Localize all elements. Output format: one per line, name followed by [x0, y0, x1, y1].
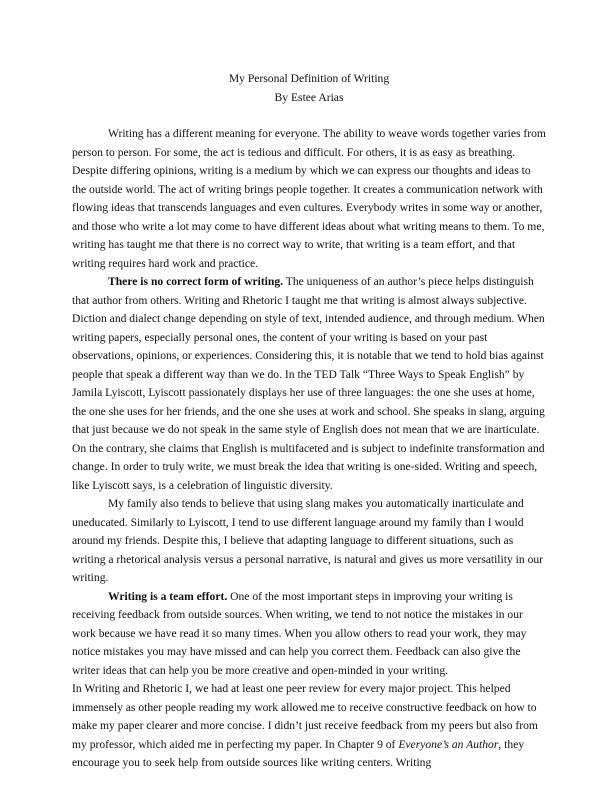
document-page: [72, 70, 546, 773]
document-title: My Personal Definition of Writing: [228, 72, 390, 85]
paragraph-4-text: One of the most important steps in improving your writing is receiving feedback from outside sources. When writing, we tend to not notice the mistakes in our work because we have read it so many times. When you allow others to read your work, they may notice mistakes you may have missed and can help you correct them. Feedback can also give the writer ideas that can help you be more creative and open-minded in your writing.: [72, 589, 527, 677]
paragraph-5-text-before: In Writing and Rhetoric I, we had at least one peer review for every major project. This helped immensely as other people reading my work allowed me to receive constructive feedback on how to make my paper clearer and more concise. I didn’t just receive feedback from my peers but also from my professor, which aided me in perfecting my paper. In Chapter 9 of: [72, 682, 538, 751]
paragraph-4-lead: Writing is a team effort.: [108, 589, 228, 603]
body-paragraph-2: [72, 273, 546, 495]
paragraph-2-text: The uniqueness of an author’s piece helps distinguish that author from others. Writing and Rhetoric I taught me that writing is almost always subjective. Diction and dialect change depending on style of text, intended audience, and through medium. When writing papers, especially personal ones, the content of your writing is based on your past observations, opinions, or experiences. Considering this, it is notable that we tend to hold bias against people that speak a different way than we do. In the TED Talk “Three Ways to Speak English” by Jamila Lyiscott, Lyiscott passionately displays her use of three languages: the one she uses at home, the one she uses for her friends, and the one she uses at work and school. She speaks in slang, arguing that just because we do not speak in the same style of English does not mean that we are inarticulate. On the contrary, she claims that English is multifaceted and is subject to indefinite transformation and change. In order to truly write, we must break the idea that writing is one-sided. Writing and speech, like Lyiscott says, is a celebration of linguistic diversity.: [72, 275, 545, 492]
paragraph-5-text-after: , they encourage you to seek help from outside sources like writing centers. Writing: [72, 737, 525, 769]
author-byline: By Estee Arias: [274, 90, 344, 104]
title-block: [72, 70, 546, 107]
book-title: Everyone’s an Author: [398, 737, 499, 751]
body-paragraph-1: [72, 125, 546, 273]
body-paragraph-5: [72, 680, 546, 773]
body-paragraph-4: [72, 588, 546, 681]
paragraph-1-text: Writing has a different meaning for everyone. The ability to weave words together varies from person to person. For some, the act is tedious and difficult. For others, it is as easy as breathing. Despite differing opinions, writing is a medium by which we can express our thoughts and ideas to the outside world. The act of writing brings people together. It creates a communication network with flowing ideas that transcends languages and even cultures. Everybody writes in some way or another, and those who write a lot may come to have different ideas about what writing means to them. To me, writing has taught me that there is no correct way to write, that writing is a team effort, and that writing requires hard work and practice.: [72, 127, 546, 270]
paragraph-2-lead: There is no correct form of writing.: [108, 275, 284, 288]
paragraph-3-text: My family also tends to believe that using slang makes you automatically inarticulate and uneducated. Similarly to Lyiscott, I tend to use different language around my family than I would around my friends. Despite this, I believe that adapting language to different situations, such as writing a rhetorical analysis versus a personal narrative, is natural and gives us more versatility in our writing.: [72, 497, 544, 584]
body-paragraph-3: [72, 495, 546, 588]
